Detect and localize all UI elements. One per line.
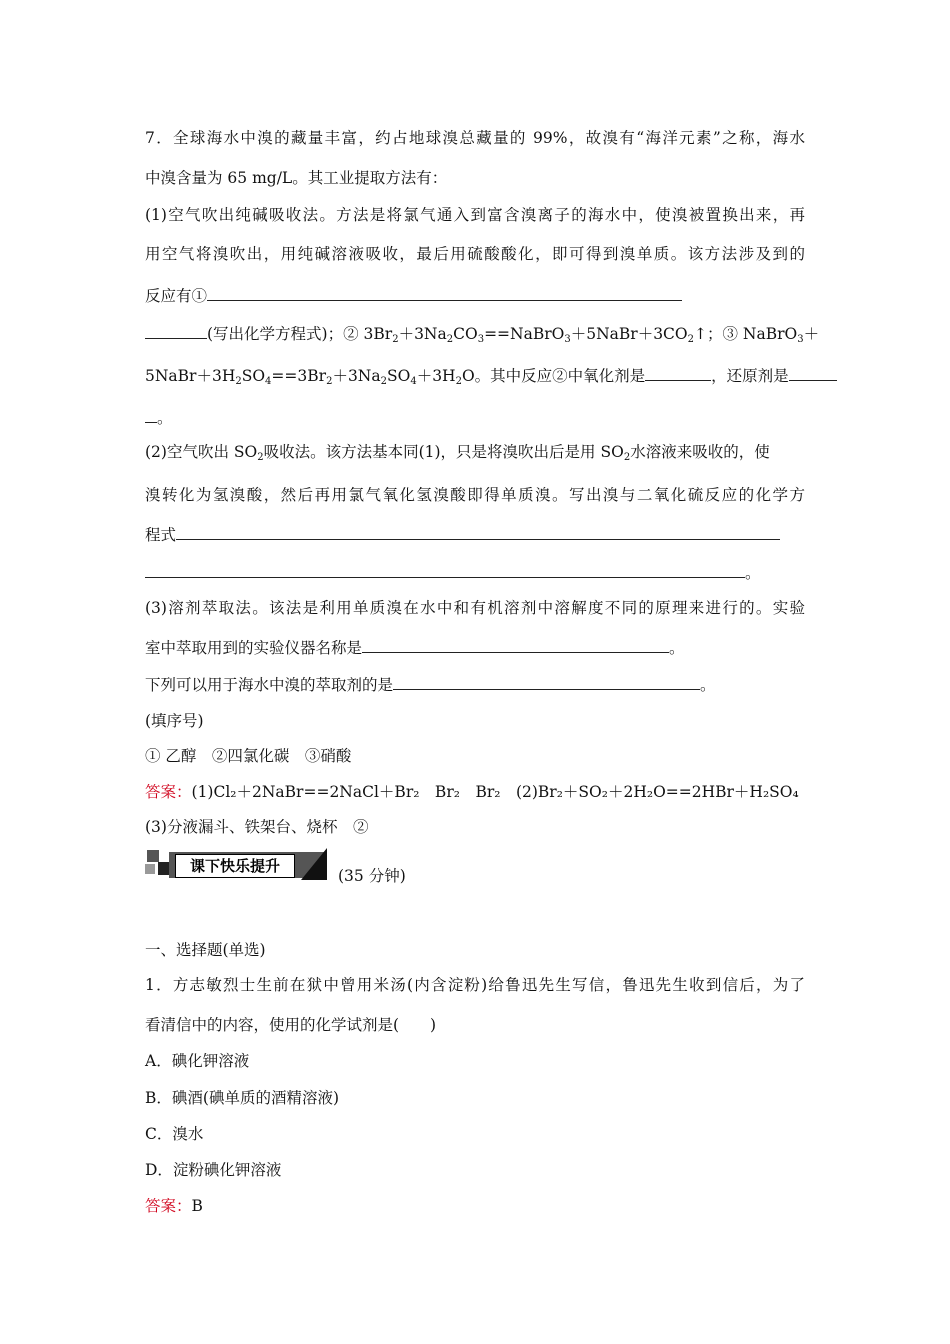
q7-part2-line-4: [145, 562, 761, 583]
eq-text: 5NaBr＋3H: [145, 367, 236, 385]
q7-part3-line-3: [145, 674, 716, 695]
q7-part2-line-2: 溴转化为氢溴酸，然后再用氯气氧化氢溴酸即得单质溴。写出溴与二氧化硫反应的化学方: [145, 486, 805, 504]
q7-part3-line-1: (3)溶剂萃取法。该法是利用单质溴在水中和有机溶剂中溶解度不同的原理来进行的。实验: [145, 599, 805, 617]
answer-blank-equation[interactable]: [176, 524, 780, 540]
section-time: (35 分钟): [338, 867, 406, 885]
answer-text: B: [191, 1197, 203, 1215]
answer-blank-instruments[interactable]: [362, 637, 669, 653]
subscript: 2: [380, 376, 387, 387]
eq-text: ＋3Na: [332, 367, 381, 385]
eq-text: ＋3H: [416, 367, 456, 385]
reaction-label: 反应有①: [145, 287, 208, 305]
q7-part3-line-4: (填序号): [145, 712, 204, 730]
subscript: 2: [446, 334, 454, 345]
q7-part1-line-4: [145, 323, 819, 344]
answer-blank-reaction1-cont[interactable]: [145, 323, 207, 339]
q1-option-d: D．淀粉碘化钾溶液: [145, 1161, 282, 1179]
subscript: 2: [687, 334, 695, 345]
period: 。: [700, 676, 716, 694]
eq-text: ==NaBrO: [484, 325, 565, 343]
q7-part1-line-1: (1)空气吹出纯碱吸收法。方法是将氯气通入到富含溴离子的海水中，使溴被置换出来，再: [145, 206, 805, 224]
subscript: 4: [410, 376, 417, 387]
text: 程式: [145, 526, 177, 544]
q7-part1-line-2: 用空气将溴吹出，用纯碱溶液吸收，最后用硫酸酸化，即可得到溴单质。该方法涉及到的: [145, 245, 805, 263]
eq-text: ，还原剂是: [711, 367, 789, 385]
q7-part3-line-2: [145, 637, 685, 658]
eq-text: CO: [453, 325, 478, 343]
q1-answer: [145, 1196, 203, 1216]
subscript: 2: [623, 452, 631, 463]
answer-label: 答案：: [145, 1197, 192, 1215]
q7-line-2: 中溴含量为 65 mg/L。其工业提取方法有：: [145, 169, 448, 187]
answer-label: 答案：: [145, 783, 192, 801]
eq-text: SO: [386, 367, 411, 385]
part1-heading: 一、选择题(单选): [145, 941, 266, 959]
eq-text: ＋3Na: [398, 325, 447, 343]
q7-options: ① 乙醇 ②四氯化碳 ③硝酸: [145, 747, 352, 765]
q7-answer-line-2: (3)分液漏斗、铁架台、烧杯 ②: [145, 818, 369, 836]
eq-text: SO: [241, 367, 266, 385]
text: 下列可以用于海水中溴的萃取剂的是: [145, 676, 394, 694]
eq-text: (写出化学方程式)；② 3Br: [207, 325, 393, 343]
text: 水溶液来吸收的，使: [630, 443, 770, 461]
q7-part2-line-1: [145, 442, 770, 462]
period: 。: [669, 639, 685, 657]
text: (2)空气吹出 SO: [145, 443, 258, 461]
subscript: 2: [326, 376, 333, 387]
eq-text: ＋5NaBr＋3CO: [570, 325, 688, 343]
subscript: 3: [564, 334, 571, 345]
q7-line-1: 7．全球海水中溴的藏量丰富，约占地球溴总藏量的 99%，故溴有“海洋元素”之称，海水: [145, 129, 805, 147]
q1-option-a: A．碘化钾溶液: [145, 1052, 250, 1070]
q7-part1-line-3: [145, 285, 682, 306]
section-title: 课下快乐提升: [175, 854, 295, 878]
subscript: 3: [797, 334, 804, 345]
answer-blank-equation-cont[interactable]: [145, 562, 745, 578]
q7-answer-line-1: [145, 782, 799, 802]
subscript: 2: [392, 334, 399, 345]
answer-blank-oxidant[interactable]: [645, 365, 711, 381]
q1-line-2: 看清信中的内容，使用的化学试剂是( ): [145, 1016, 437, 1034]
section-header-banner: [145, 846, 335, 884]
subscript: 2: [257, 452, 264, 463]
subscript: 4: [265, 376, 272, 387]
q1-option-c: C．溴水: [145, 1125, 204, 1143]
subscript: 2: [235, 376, 242, 387]
subscript: 2: [455, 376, 462, 387]
eq-text: ↑；③ NaBrO: [694, 325, 798, 343]
q7-part2-line-3: [145, 524, 780, 545]
q7-part1-line-6: [145, 407, 173, 428]
answer-blank-reductant-cont[interactable]: [145, 407, 157, 423]
text: 吸收法。该方法基本同(1)，只是将溴吹出后是用 SO: [263, 443, 624, 461]
eq-text: ＋: [803, 325, 820, 343]
eq-text: ==3Br: [271, 367, 327, 385]
q7-part1-line-5: [145, 365, 837, 386]
subscript: 3: [477, 334, 485, 345]
answer-text: (1)Cl₂＋2NaBr==2NaCl＋Br₂ Br₂ Br₂ (2)Br₂＋SO₂＋2H₂O==2HBr＋H₂SO₄: [191, 783, 799, 801]
period: 。: [745, 564, 761, 582]
q1-line-1: 1．方志敏烈士生前在狱中曾用米汤(内含淀粉)给鲁迅先生写信，鲁迅先生收到信后，为了: [145, 976, 805, 994]
answer-blank-extractant[interactable]: [393, 674, 700, 690]
text: 室中萃取用到的实验仪器名称是: [145, 639, 363, 657]
answer-blank-reductant[interactable]: [789, 365, 837, 381]
period: 。: [157, 409, 173, 427]
answer-blank-reaction1[interactable]: [207, 285, 682, 301]
eq-text: O。其中反应②中氧化剂是: [461, 367, 646, 385]
q1-option-b: B．碘酒(碘单质的酒精溶液): [145, 1089, 339, 1107]
